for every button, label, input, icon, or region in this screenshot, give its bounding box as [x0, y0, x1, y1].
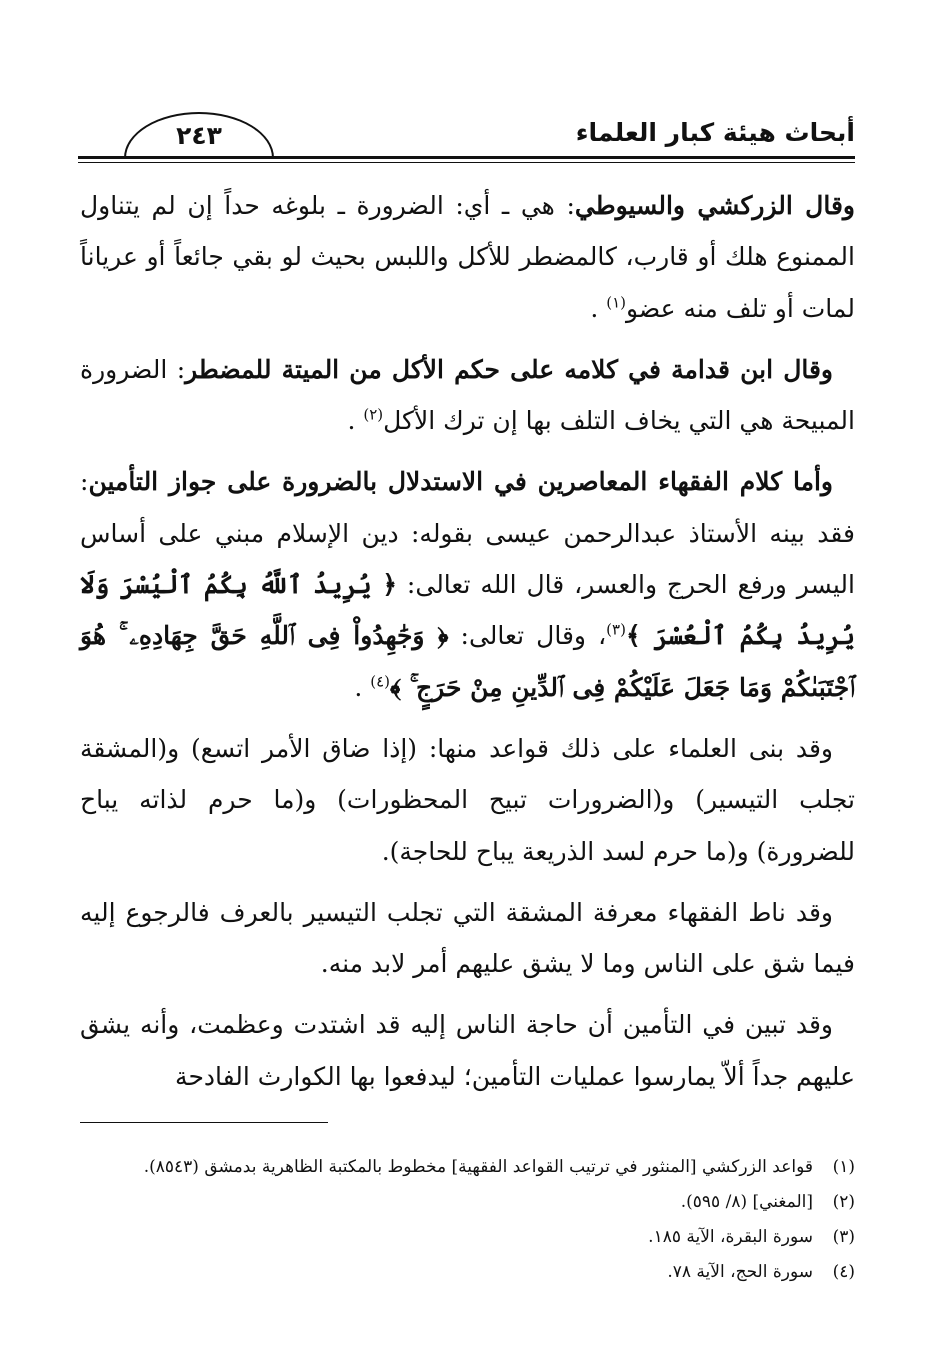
- paragraph: [80, 344, 855, 447]
- quran-verse: ﴿ وَجَٰهِدُواْ فِى ٱللَّهِ حَقَّ جِهَادِهِۦ ۚ هُوَ ٱجْتَبَىٰكُمْ وَمَا جَعَلَ عَلَيْكُمْ فِى ٱلدِّينِ مِنْ حَرَجٍ ۚ ﴾: [80, 621, 855, 702]
- footnote-text: قواعد الزركشي [المنثور في ترتيب القواعد الفقهية] مخطوط بالمكتبة الظاهرية بدمشق (٨٥٤٣).: [143, 1157, 813, 1177]
- paragraph-lead: وقال ابن قدامة في كلامه على حكم الأكل من الميتة للمضطر: [185, 354, 833, 384]
- footnote: [80, 1150, 855, 1185]
- paragraph: [80, 723, 855, 877]
- footnote-number: (٤): [832, 1262, 855, 1282]
- footnote-number: (٢): [832, 1192, 855, 1212]
- paragraph-text: وقد ناط الفقهاء معرفة المشقة التي تجلب التيسير بالعرف فالرجوع إليه فيما شق على الناس وما لا يشق عليهم أمر لابد منه.: [80, 897, 855, 979]
- header-rule-thin: [78, 162, 855, 163]
- header-rule-thick: [78, 156, 855, 159]
- footnotes: [80, 1150, 855, 1290]
- running-header: [78, 112, 855, 162]
- paragraph-text: : فقد بينه الأستاذ عبدالرحمن عيسى بقوله: دين الإسلام مبني على أساس اليسر ورفع الحرج والعسر، قال الله تعالى:: [80, 467, 855, 600]
- footnote-ref[interactable]: (١): [606, 293, 626, 312]
- paragraph-text: ، وقال تعالى:: [448, 621, 607, 651]
- quran-verse: ﴿ يُرِيدُ ٱللَّهُ بِكُمُ ٱلْيُسْرَ وَلَا يُرِيدُ بِكُمُ ٱلْعُسْرَ ﴾: [80, 570, 855, 651]
- paragraph-text: : هي ـ أي: الضرورة ـ بلوغه حداً إن لم يتناول الممنوع هلك أو قارب، كالمضطر للأكل واللبس بحيث لو بقي جائعاً أو عرياناً لمات أو تلف منه عضو: [80, 191, 855, 323]
- footnote-number: (٣): [832, 1227, 855, 1247]
- footnote-ref[interactable]: (٤): [370, 672, 391, 691]
- paragraph: [80, 180, 855, 334]
- paragraph-lead: وقال الزركشي والسيوطي: [574, 191, 855, 220]
- paragraph-text: وقد بنى العلماء على ذلك قواعد منها: (إذا ضاق الأمر اتسع) و(المشقة تجلب التيسير) و(الضرورات تبيح المحظورات) و(ما حرم لذاته يباح للضرورة) و(ما حرم لسد الذريعة يباح للحاجة).: [80, 733, 855, 866]
- footnote-number: (١): [832, 1157, 855, 1177]
- main-text: [80, 180, 855, 1112]
- footnote-text: سورة البقرة، الآية ١٨٥.: [648, 1227, 813, 1247]
- paragraph: [80, 999, 855, 1102]
- paragraph-end: .: [354, 672, 371, 702]
- page-number: ٢٤٣: [124, 112, 274, 158]
- paragraph-text: وقد تبين في التأمين أن حاجة الناس إليه قد اشتدت وعظمت، وأنه يشق عليهم جداً ألاّ يمارسوا عمليات التأمين؛ ليدفعوا بها الكوارث الفادحة: [80, 1010, 855, 1091]
- footnote-ref[interactable]: (٣): [606, 621, 626, 640]
- footnote: [80, 1255, 855, 1290]
- paragraph-text: : الضرورة المبيحة هي التي يخاف التلف بها إن ترك الأكل: [80, 354, 855, 436]
- footnote-text: [المغني] (٨/ ٥٩٥).: [680, 1192, 813, 1212]
- footnote: [80, 1220, 855, 1255]
- paragraph: [80, 456, 855, 712]
- paragraph-end: .: [347, 406, 364, 436]
- paragraph-end: .: [590, 293, 607, 323]
- footnote: [80, 1185, 855, 1220]
- footnote-text: سورة الحج، الآية ٧٨.: [667, 1262, 813, 1282]
- footnote-separator: [80, 1122, 328, 1123]
- paragraph-lead: وأما كلام الفقهاء المعاصرين في الاستدلال بالضرورة على جواز التأمين: [88, 467, 833, 497]
- book-title: أبحاث هيئة كبار العلماء: [575, 118, 855, 147]
- paragraph: [80, 887, 855, 990]
- footnote-ref[interactable]: (٢): [363, 405, 384, 424]
